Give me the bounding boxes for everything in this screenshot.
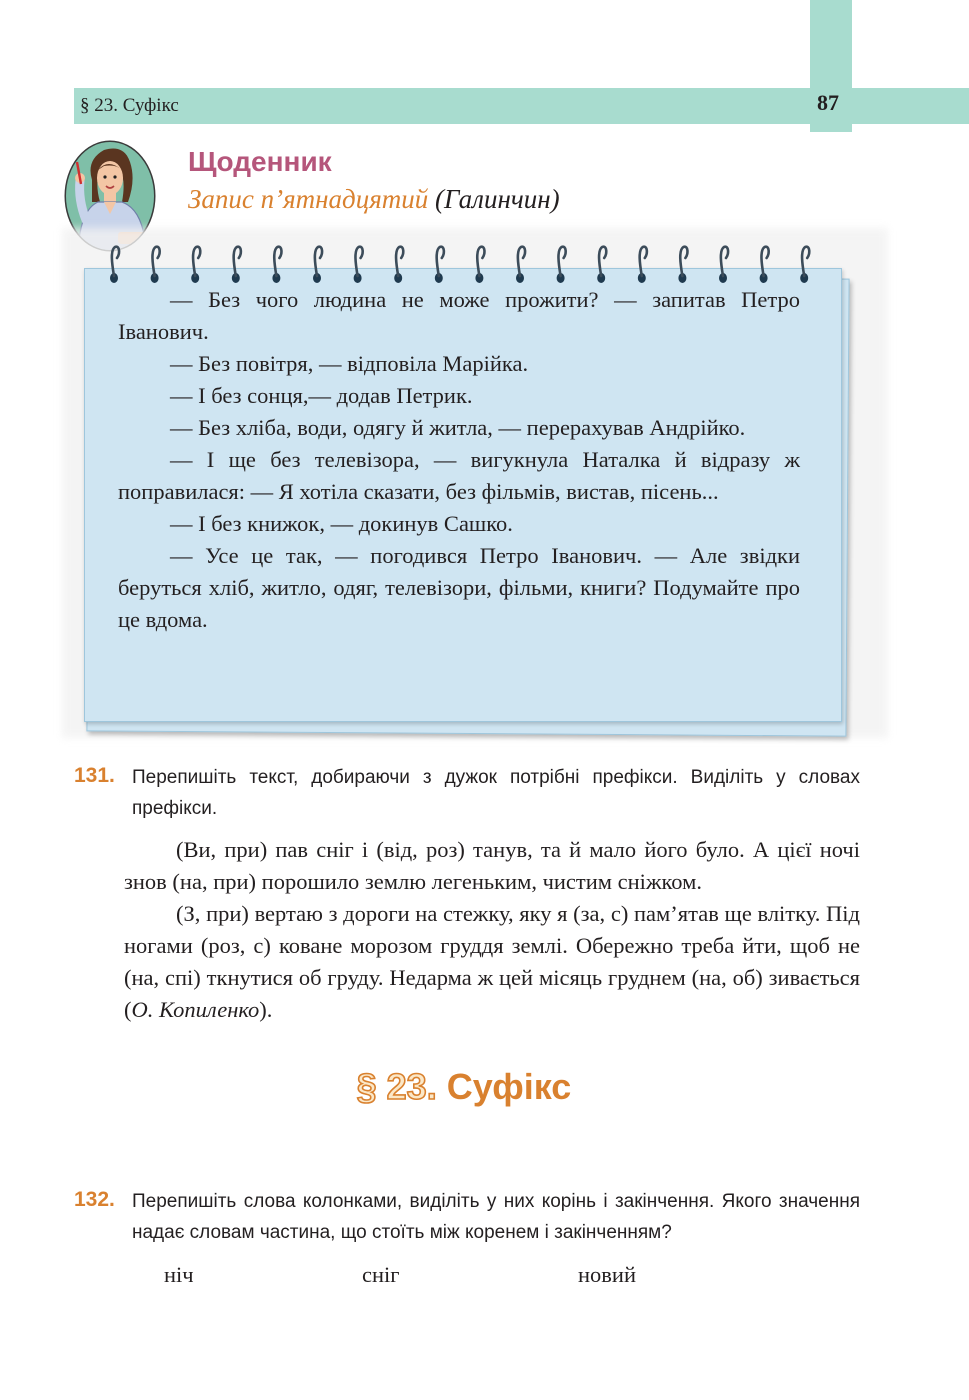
spiral-ring: [394, 247, 403, 283]
exercise-paragraph: [124, 898, 860, 1026]
exercise-text: [124, 834, 860, 1026]
diary-title: Щоденник: [188, 146, 332, 177]
page-number: 87: [817, 90, 839, 115]
spiral-ring: [232, 247, 241, 283]
spiral-ring: [313, 247, 322, 283]
spiral-ring: [110, 247, 119, 283]
diary-paragraph: — Без чого людина не може прожити? — запитав Петро Іванович.: [118, 287, 800, 344]
word-item: ніч: [164, 1262, 194, 1287]
exercise-number: 131.: [74, 764, 115, 787]
spiral-ring: [638, 247, 647, 283]
spiral-ring: [435, 247, 444, 283]
spiral-ring: [516, 247, 525, 283]
spiral-ring: [354, 247, 363, 283]
section-sign: § 23.: [356, 1066, 437, 1107]
exercise-author: О. Копиленко: [131, 997, 260, 1022]
section-heading: [0, 1066, 928, 1108]
diary-paragraph: — Усе це так, — погодився Петро Іванович. — Але звідки беруться хліб, житло, одяг, телевізори, фільми, книги? Подумайте про це вдома.: [118, 543, 800, 632]
exercise-task: Перепишіть текст, добираючи з дужок потрібні префікси. Виділіть у словах префікси.: [132, 767, 860, 819]
word-item: новий: [578, 1262, 636, 1287]
exercise-paragraph: (Ви, при) пав сніг і (від, роз) танув, та й мало його було. А цієї ночі знов (на, при) порошило землю легеньким, чистим сніжком.: [124, 837, 860, 894]
spiral-ring: [191, 247, 200, 283]
diary-text: [118, 284, 800, 636]
spiral-ring: [800, 247, 809, 283]
spiral-ring: [719, 247, 728, 283]
diary-paragraph: — І без сонця,— додав Петрик.: [170, 383, 473, 408]
exercise-paragraph-text: (З, при) вертаю з дороги на стежку, яку я (за, с) пам’ятав ще влітку. Під ногами (роз, с) коване морозом груддя землі. Обережно треба йти, щоб не (на, спі) ткнутися об груду. Недарма ж цей місяць груднем (на, об) зивається (: [124, 901, 860, 1022]
spiral-ring: [557, 247, 566, 283]
diary-paragraph: — Без повітря, — відповіла Марійка.: [170, 351, 529, 376]
spiral-ring: [475, 247, 484, 283]
spiral-ring: [151, 247, 160, 283]
section-title: Суфікс: [446, 1066, 572, 1107]
exercise-number: 132.: [74, 1188, 115, 1211]
spiral-ring: [678, 247, 687, 283]
diary-entry-author: (Галинчин): [435, 184, 560, 214]
word-item: сніг: [362, 1262, 400, 1287]
spiral-ring: [597, 247, 606, 283]
running-header-title: § 23. Суфікс: [80, 95, 179, 116]
exercise-paragraph-end: ).: [259, 997, 273, 1022]
spiral-ring: [760, 247, 769, 283]
diary-paragraph: — І без книжок, — докинув Сашко.: [170, 511, 513, 536]
spiral-ring: [272, 247, 281, 283]
diary-entry-label: Запис п’ятнадцятий: [188, 184, 429, 214]
exercise-task: Перепишіть слова колонками, виділіть у них корінь і закінчення. Якого значення надає словам частина, що стоїть між коренем і закінченням?: [132, 1191, 860, 1243]
diary-paragraph: — Без хліба, води, одягу й житла, — перерахував Андрійко.: [170, 415, 746, 440]
diary-subtitle: [188, 184, 560, 215]
notebook-spiral-binding: [100, 240, 820, 286]
diary-paragraph: — І ще без телевізора, — вигукнула Наталка й відразу ж поправилася: — Я хотіла сказати, без фільмів, вистав, пісень...: [118, 447, 800, 504]
